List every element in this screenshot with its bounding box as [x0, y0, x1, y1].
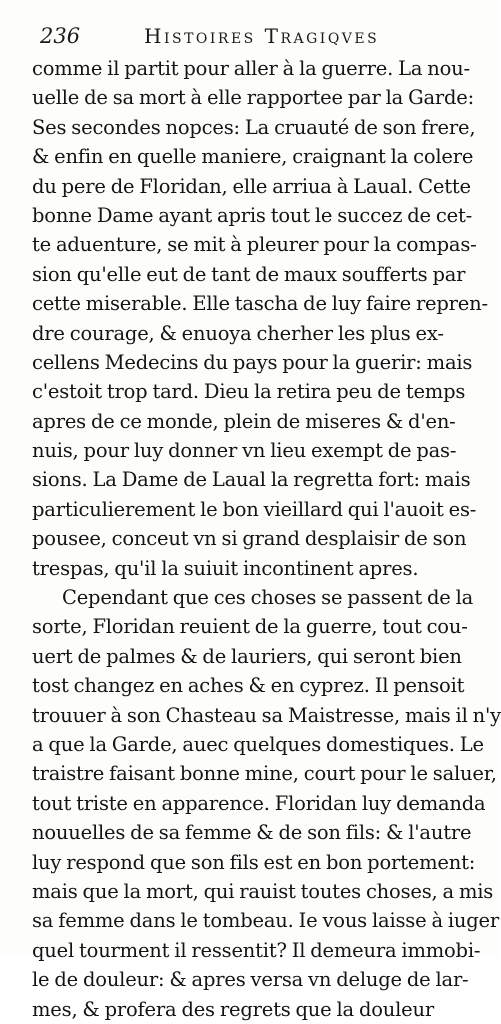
text-line: trouuer à son Chasteau sa Maistresse, mais il n'y [32, 703, 501, 727]
running-title: Histoires Tragiqves [144, 24, 380, 48]
text-line: Ses secondes nopces: La cruauté de son frere, [32, 115, 476, 139]
text-line: luy respond que son fils est en bon portement: [32, 850, 476, 874]
text-line: dre courage, & enuoya cherher les plus ex- [32, 321, 444, 345]
text-line: Cependant que ces choses se passent de la [62, 586, 474, 610]
text-line: mes, & profera des regrets que la douleur [32, 997, 434, 1021]
paragraph-2 [32, 583, 501, 1024]
body-text [32, 54, 501, 1024]
text-line: du pere de Floridan, elle arriua à Laual. Cette [32, 174, 471, 198]
text-line: nuis, pour luy donner vn lieu exempt de pas- [32, 439, 457, 463]
text-line: uert de palmes & de lauriers, qui seront bien [32, 644, 462, 668]
text-line: tout triste en apparence. Floridan luy demanda [32, 791, 486, 815]
text-line: sions. La Dame de Laual la regretta fort: mais [32, 468, 471, 492]
text-line: sa femme dans le tombeau. Ie vous laisse à iuger [32, 909, 500, 933]
text-line: te aduenture, se mit à pleurer pour la compas- [32, 233, 477, 257]
text-line: traistre faisant bonne mine, court pour le saluer, [32, 762, 497, 786]
text-line: sion qu'elle eut de tant de maux soufferts par [32, 262, 466, 286]
page-content [32, 22, 501, 1024]
page-number: 236 [40, 24, 81, 48]
text-line: a que la Garde, auec quelques domestiques. Le [32, 732, 484, 756]
text-line: bonne Dame ayant apris tout le succez de cet- [32, 203, 472, 227]
text-line: nouuelles de sa femme & de son fils: & l'autre [32, 821, 472, 845]
text-line: cellens Medecins du pays pour la guerir: mais [32, 350, 473, 374]
text-line: cette miserable. Elle tascha de luy faire repren- [32, 292, 488, 316]
text-line: le de douleur: & apres versa vn deluge de lar- [32, 968, 469, 992]
text-line: tost changez en aches & en cyprez. Il pensoit [32, 674, 465, 698]
text-line: c'estoit trop tard. Dieu la retira peu de temps [32, 380, 466, 404]
text-line: pousee, conceut vn si grand desplaisir de son [32, 527, 467, 551]
text-line: mais que la mort, qui rauist toutes choses, a mis [32, 879, 494, 903]
text-line: & enfin en quelle maniere, craignant la colere [32, 145, 474, 169]
text-line: trespas, qu'il la suiuit incontinent apres. [32, 556, 419, 580]
text-line: particulierement le bon vieillard qui l'auoit es- [32, 497, 477, 521]
text-line: comme il partit pour aller à la guerre. La nou- [32, 57, 470, 80]
text-line: quel tourment il ressentit? Il demeura immobi- [32, 938, 481, 962]
text-line: sorte, Floridan reuient de la guerre, tout cou- [32, 615, 468, 639]
running-head [32, 22, 492, 54]
paragraph-1 [32, 54, 492, 583]
text-line: uelle de sa mort à elle rapportee par la Garde: [32, 86, 475, 110]
text-line: apres de ce monde, plein de miseres & d'en- [32, 409, 456, 433]
